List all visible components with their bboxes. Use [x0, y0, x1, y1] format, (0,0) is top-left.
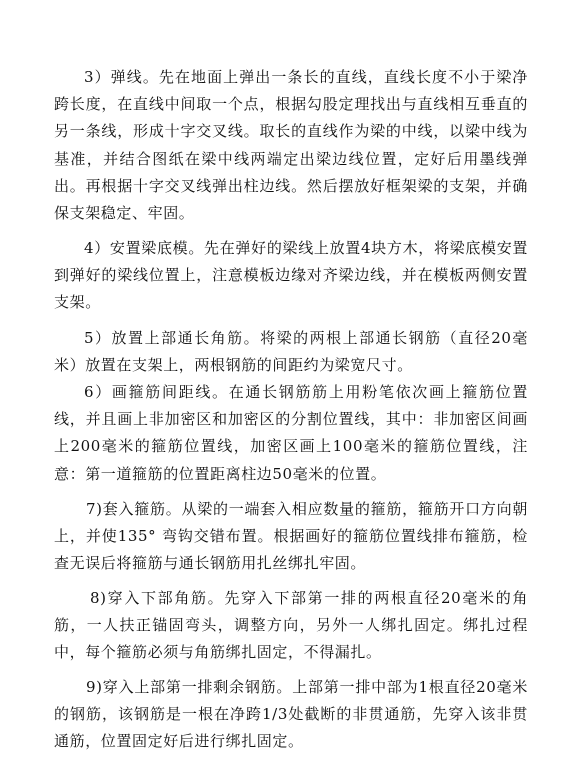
paragraph-step-7-insert-stirrups: 7)套入箍筋。从梁的一端套入相应数量的箍筋，箍筋开口方向朝上，并使135° 弯钩交错布置。根据画好的箍筋位置线排布箍筋，检查无误后将箍筋与通长钢筋用扎丝绑扎牢固。 [54, 500, 528, 573]
paragraph-step-3-snap-lines: 3）弹线。先在地面上弹出一条长的直线，直线长度不小于梁净跨长度，在直线中间取一个点，根据勾股定理找出与直线相互垂直的另一条线，形成十字交叉线。取长的直线作为梁的中线，以梁中线为基准，并结合图纸在梁中线两端定出梁边线位置，定好后用墨线弹出。再根据十字交叉线弹出柱边线。然后摆放好框架梁的支架，并确保支架稳定、牢固。 [54, 68, 528, 223]
paragraph-step-9-remaining-top-bars: 9)穿入上部第一排剩余钢筋。上部第一排中部为1根直径20毫米的钢筋，该钢筋是一根在净跨1/3处截断的非贯通筋，先穿入该非贯通筋，位置固定好后进行绑扎固定。 [54, 678, 528, 751]
paragraph-step-6-stirrup-spacing: 6）画箍筋间距线。在通长钢筋筋上用粉笔依次画上箍筋位置线，并且画上非加密区和加密区的分割位置线，其中：非加密区间画上200毫米的箍筋位置线，加密区画上100毫米的箍筋位置线，注意：第一道箍筋的位置距离柱边50毫米的位置。 [54, 383, 528, 483]
paragraph-step-5-top-corner-bars: 5）放置上部通长角筋。将梁的两根上部通长钢筋（直径20毫米）放置在支架上，两根钢筋的间距约为梁宽尺寸。 [54, 329, 528, 375]
paragraph-step-8-bottom-corner-bars: 8)穿入下部角筋。先穿入下部第一排的两根直径20毫米的角筋，一人扶正锚固弯头，调整方向，另外一人绑扎固定。绑扎过程中，每个箍筋必须与角筋绑扎固定，不得漏扎。 [54, 589, 528, 662]
paragraph-step-4-bottom-formwork: 4）安置梁底模。先在弹好的梁线上放置4块方木，将梁底模安置到弹好的梁线位置上，注意模板边缘对齐梁边线，并在模板两侧安置支架。 [54, 239, 528, 312]
